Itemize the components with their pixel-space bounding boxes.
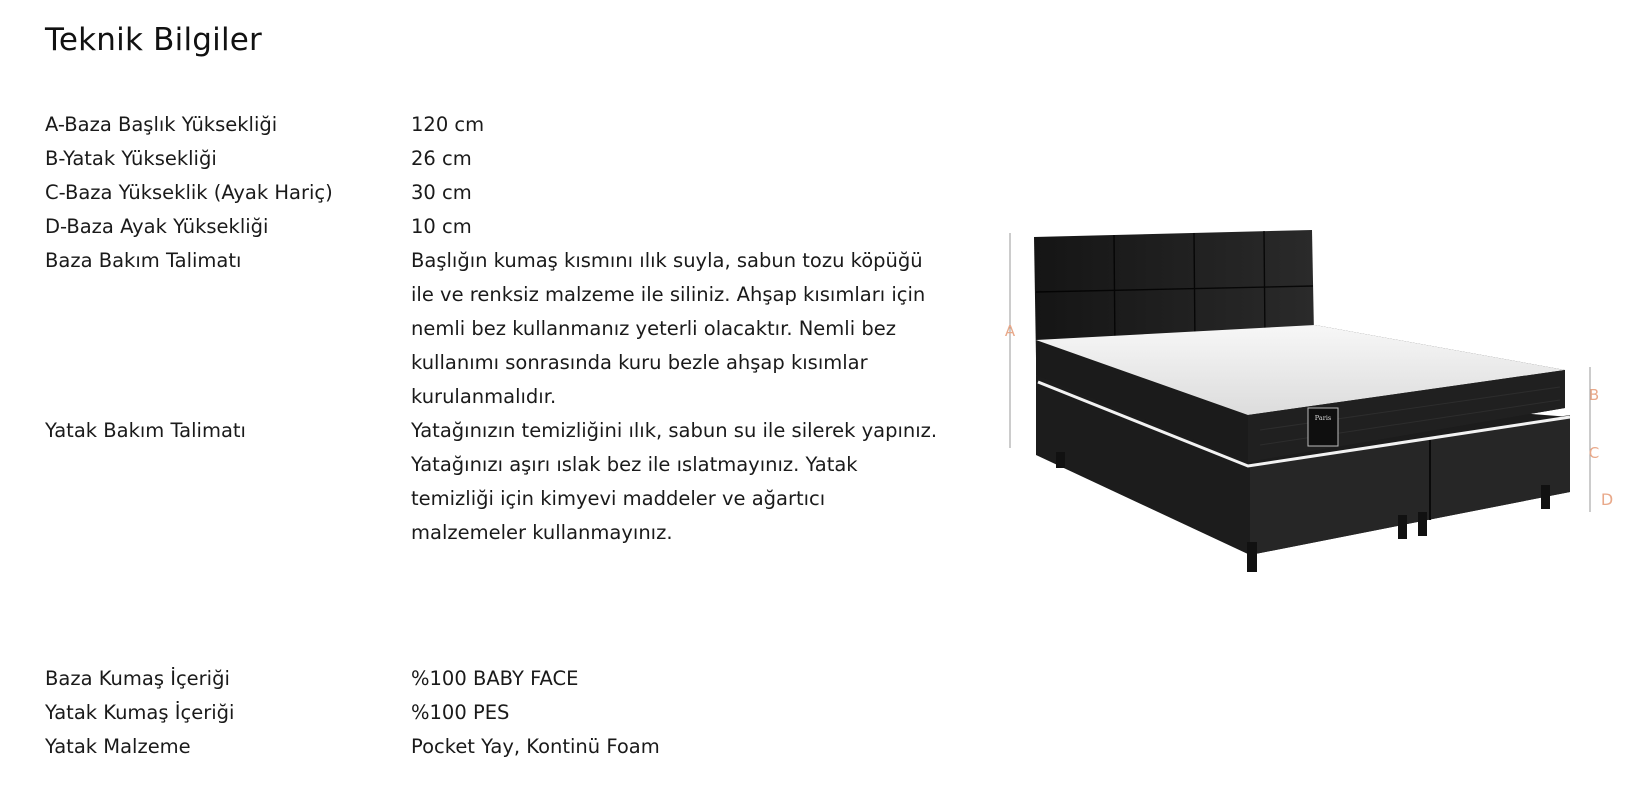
spec-label: Yatak Kumaş İçeriği: [45, 701, 235, 724]
bed-leg: [1247, 542, 1257, 572]
spec-value: 30 cm: [411, 181, 472, 204]
dimension-label-a: A: [1004, 322, 1016, 340]
bed-illustration: [990, 230, 1630, 610]
bed-product-image: [990, 230, 1630, 614]
page-title: Teknik Bilgiler: [45, 22, 262, 58]
spec-value: Başlığın kumaş kısmını ılık suyla, sabun tozu köpüğü ile ve renksiz malzeme ile siliniz. Ahşap kısımları için nemli bez kullanmanız yeterli olacaktır. Nemli bez kullanımı sonrasında kuru bezle ahşap kısımlar kurulanmalıdır.: [411, 249, 926, 408]
spec-label: A-Baza Başlık Yüksekliği: [45, 113, 278, 136]
dimension-label-d: D: [1600, 490, 1614, 509]
spec-row-leg-height: [45, 210, 945, 244]
spec-value: Pocket Yay, Kontinü Foam: [411, 735, 660, 758]
spec-label: Baza Bakım Talimatı: [45, 249, 242, 272]
spec-table: [45, 108, 945, 764]
spec-row-base-care: [45, 244, 945, 414]
bed-leg: [1418, 512, 1427, 536]
spec-label: Yatak Malzeme: [45, 735, 191, 758]
spec-row-base-height: [45, 176, 945, 210]
spec-row-mattress-material: [45, 730, 945, 764]
dimension-label-c: C: [1588, 444, 1600, 462]
spec-value: Yatağınızın temizliğini ılık, sabun su ile silerek yapınız. Yatağınızı aşırı ıslak bez ile ıslatmayınız. Yatak temizliği için kimyevi maddeler ve ağartıcı malzemeler kullanmayınız.: [411, 419, 938, 544]
spec-value: 120 cm: [411, 113, 485, 136]
spec-label: B-Yatak Yüksekliği: [45, 147, 217, 170]
spec-value: 26 cm: [411, 147, 472, 170]
spec-row-headboard-height: [45, 108, 945, 142]
spec-value: %100 PES: [411, 701, 510, 724]
bed-leg: [1541, 485, 1550, 509]
spec-label: C-Baza Yükseklik (Ayak Hariç): [45, 181, 333, 204]
dimension-label-b: B: [1588, 386, 1600, 404]
spec-value: %100 BABY FACE: [411, 667, 579, 690]
spec-row-mattress-fabric: [45, 696, 945, 730]
spec-label: Baza Kumaş İçeriği: [45, 667, 230, 690]
spec-row-base-fabric: [45, 662, 945, 696]
mattress-tag-label: Paris: [1314, 414, 1332, 422]
spec-label: D-Baza Ayak Yüksekliği: [45, 215, 269, 238]
bed-leg: [1056, 452, 1065, 468]
section-spacer: [45, 550, 945, 662]
spec-row-mattress-height: [45, 142, 945, 176]
spec-row-mattress-care: [45, 414, 945, 550]
spec-label: Yatak Bakım Talimatı: [45, 419, 246, 442]
spec-value: 10 cm: [411, 215, 472, 238]
bed-leg: [1398, 515, 1407, 539]
